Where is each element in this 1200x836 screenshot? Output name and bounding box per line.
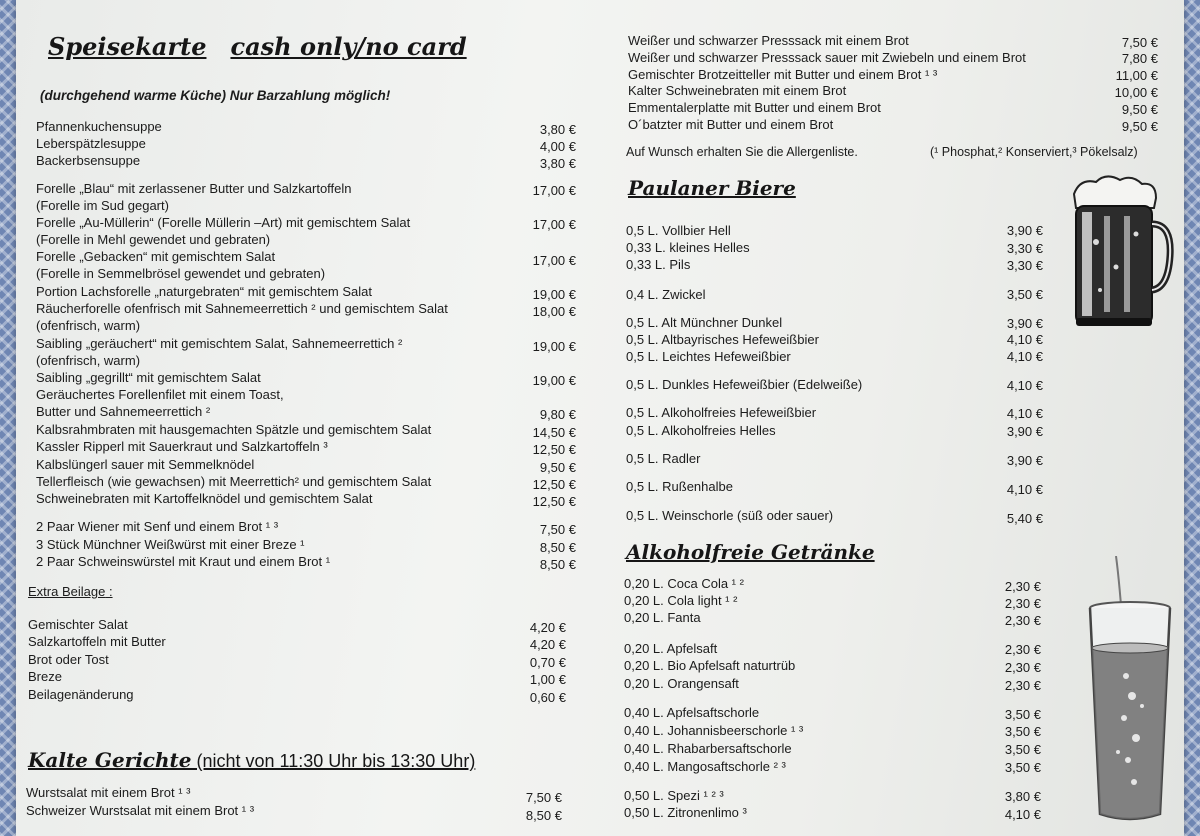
getraenk-item-name: 0,20 L. Bio Apfelsaft naturtrüb (624, 658, 796, 673)
getraenk-item-name: 0,50 L. Spezi ¹ ² ³ (624, 788, 724, 803)
brotzeit-item-price: 7,50 € (1121, 35, 1158, 50)
kalte-gerichte-note: (nicht von 11:30 Uhr bis 13:30 Uhr) (191, 751, 476, 771)
speise-item-price: 19,00 € (532, 373, 576, 388)
getraenk-item-name: 0,20 L. Coca Cola ¹ ² (624, 576, 744, 591)
brotzeit-item-price: 9,50 € (1121, 119, 1158, 134)
speise-item-price: 4,00 € (539, 139, 576, 154)
getraenk-item-price: 3,50 € (1004, 760, 1041, 775)
beilage-item-name: Brot oder Tost (28, 652, 109, 667)
getraenk-item-price: 4,10 € (1004, 807, 1041, 822)
speise-item-price: 8,50 € (539, 540, 576, 555)
brotzeit-item-name: Kalter Schweinebraten mit einem Brot (628, 83, 847, 98)
extra-beilage-heading (28, 584, 113, 599)
bier-item-name: 0,5 L. Alt Münchner Dunkel (626, 315, 783, 330)
speise-item-name: 2 Paar Wiener mit Senf und einem Brot ¹ ³ (36, 519, 279, 534)
getraenk-item-name: 0,40 L. Rhabarbersaftschorle (624, 741, 792, 756)
brotzeit-item-name: Gemischter Brotzeitteller mit Butter und einem Brot ¹ ³ (628, 67, 938, 82)
speise-item-name: 3 Stück Münchner Weißwürst mit einer Breze ¹ (36, 537, 305, 552)
beilage-item-price: 0,60 € (529, 690, 566, 705)
getraenk-item-name: 0,20 L. Cola light ¹ ² (624, 593, 738, 608)
getraenk-item-price: 2,30 € (1004, 660, 1041, 675)
bier-item-price: 4,10 € (1006, 378, 1043, 393)
speise-item-name: Tellerfleisch (wie gewachsen) mit Meerrettich² und gemischtem Salat (36, 474, 432, 489)
kalte-gerichte-label: Kalte Gerichte (28, 748, 192, 772)
speise-item-price: 8,50 € (539, 557, 576, 572)
getraenk-item-price: 2,30 € (1004, 678, 1041, 693)
alkoholfrei-heading: Alkoholfreie Getränke (626, 540, 875, 564)
bier-item-price: 3,90 € (1006, 316, 1043, 331)
speise-item-name: Geräuchertes Forellenfilet mit einem Toast, (36, 387, 284, 402)
getraenk-item-name: 0,20 L. Orangensaft (624, 676, 739, 691)
beilage-item-price: 1,00 € (529, 672, 566, 687)
speise-item-name: Butter und Sahnemeerrettich ² (36, 404, 211, 419)
speise-item-name: (Forelle im Sud gegart) (36, 198, 169, 213)
speise-item-name: Saibling „geräuchert“ mit gemischtem Salat, Sahnemeerrettich ² (36, 336, 403, 351)
getraenk-item-price: 2,30 € (1004, 613, 1041, 628)
bier-item-price: 4,10 € (1006, 349, 1043, 364)
kalte-item-price: 8,50 € (525, 808, 562, 823)
speise-item-name: (ofenfrisch, warm) (36, 353, 141, 368)
bier-item-price: 3,90 € (1006, 424, 1043, 439)
speise-item-price: 12,50 € (532, 494, 576, 509)
getraenk-item-name: 0,20 L. Fanta (624, 610, 701, 625)
speise-item-price: 17,00 € (532, 217, 576, 232)
speise-item-name: Kalbslüngerl sauer mit Semmelknödel (36, 457, 255, 472)
getraenk-item-price: 3,80 € (1004, 789, 1041, 804)
brotzeit-item-name: Emmentalerplatte mit Butter und einem Brot (628, 100, 881, 115)
bier-item-price: 3,90 € (1006, 223, 1043, 238)
bier-item-name: 0,33 L. kleines Helles (626, 240, 750, 255)
bier-item-name: 0,5 L. Rußenhalbe (626, 479, 733, 494)
speise-item-price: 9,80 € (539, 407, 576, 422)
bier-item-price: 3,30 € (1006, 241, 1043, 256)
getraenk-item-price: 3,50 € (1004, 707, 1041, 722)
brotzeit-item-price: 11,00 € (1115, 68, 1158, 83)
speise-item-price: 12,50 € (532, 477, 576, 492)
speise-item-name: Forelle „Gebacken“ mit gemischtem Salat (36, 249, 276, 264)
brotzeit-item-price: 9,50 € (1121, 102, 1158, 117)
getraenk-item-name: 0,40 L. Mangosaftschorle ² ³ (624, 759, 786, 774)
getraenk-item-name: 0,40 L. Apfelsaftschorle (624, 705, 760, 720)
brotzeit-item-name: Weißer und schwarzer Presssack mit einem Brot (628, 33, 909, 48)
speise-item-name: Portion Lachsforelle „naturgebraten“ mit gemischtem Salat (36, 284, 372, 299)
beilage-item-price: 0,70 € (529, 655, 566, 670)
bier-item-name: 0,33 L. Pils (626, 257, 691, 272)
speise-item-name: Backerbsensuppe (36, 153, 141, 168)
getraenk-item-price: 3,50 € (1004, 724, 1041, 739)
kalte-gerichte-heading (28, 748, 475, 772)
bier-item-name: 0,5 L. Dunkles Hefeweißbier (Edelweiße) (626, 377, 863, 392)
kalte-item-name: Schweizer Wurstsalat mit einem Brot ¹ ³ (26, 803, 255, 818)
extra-beilage-label: Extra Beilage (28, 584, 106, 599)
getraenk-item-name: 0,20 L. Apfelsaft (624, 641, 718, 656)
extra-beilage-colon: : (105, 584, 113, 599)
speise-item-price: 7,50 € (539, 522, 576, 537)
getraenk-item-name: 0,40 L. Johannisbeerschorle ¹ ³ (624, 723, 804, 738)
bier-item-name: 0,5 L. Radler (626, 451, 701, 466)
speise-item-name: Pfannenkuchensuppe (36, 119, 162, 134)
speise-item-price: 17,00 € (532, 253, 576, 268)
beilage-item-name: Beilagenänderung (28, 687, 134, 702)
speise-item-price: 3,80 € (539, 122, 576, 137)
paulaner-heading: Paulaner Biere (628, 176, 796, 200)
speise-item-name: Schweinebraten mit Kartoffelknödel und gemischtem Salat (36, 491, 373, 506)
bier-item-name: 0,4 L. Zwickel (626, 287, 706, 302)
bier-item-name: 0,5 L. Vollbier Hell (626, 223, 731, 238)
bier-item-price: 4,10 € (1006, 482, 1043, 497)
speise-item-name: Saibling „gegrillt“ mit gemischtem Salat (36, 370, 261, 385)
bier-item-price: 4,10 € (1006, 406, 1043, 421)
getraenk-item-price: 2,30 € (1004, 596, 1041, 611)
speise-item-price: 19,00 € (532, 287, 576, 302)
bier-item-price: 3,90 € (1006, 453, 1043, 468)
kalte-item-name: Wurstsalat mit einem Brot ¹ ³ (26, 785, 191, 800)
speise-item-name: Räucherforelle ofenfrisch mit Sahnemeerrettich ² und gemischtem Salat (36, 301, 448, 316)
bier-item-name: 0,5 L. Weinschorle (süß oder sauer) (626, 508, 834, 523)
speise-item-name: (Forelle in Semmelbrösel gewendet und gebraten) (36, 266, 326, 281)
brotzeit-item-price: 7,80 € (1121, 51, 1158, 66)
allergen-legend: (¹ Phosphat,² Konserviert,³ Pökelsalz) (930, 145, 1138, 159)
speise-item-name: Forelle „Blau“ mit zerlassener Butter und Salzkartoffeln (36, 181, 352, 196)
getraenk-item-price: 2,30 € (1004, 642, 1041, 657)
kalte-item-price: 7,50 € (525, 790, 562, 805)
speise-item-price: 17,00 € (532, 183, 576, 198)
bier-item-name: 0,5 L. Alkoholfreies Helles (626, 423, 776, 438)
bier-item-price: 3,30 € (1006, 258, 1043, 273)
speise-item-price: 14,50 € (532, 425, 576, 440)
speise-item-price: 19,00 € (532, 339, 576, 354)
brotzeit-item-price: 10,00 € (1114, 85, 1158, 100)
beilage-item-name: Salzkartoffeln mit Butter (28, 634, 166, 649)
beer-mug-icon (1066, 172, 1174, 334)
speise-item-name: (ofenfrisch, warm) (36, 318, 141, 333)
beilage-item-price: 4,20 € (529, 637, 566, 652)
allergen-note: Auf Wunsch erhalten Sie die Allergenliste. (626, 145, 858, 159)
subtitle: (durchgehend warme Küche) Nur Barzahlung möglich! (40, 88, 391, 103)
bier-item-price: 5,40 € (1006, 511, 1043, 526)
bier-item-price: 4,10 € (1006, 332, 1043, 347)
speise-item-price: 12,50 € (532, 442, 576, 457)
bier-item-name: 0,5 L. Alkoholfreies Hefeweißbier (626, 405, 817, 420)
getraenk-item-name: 0,50 L. Zitronenlimo ³ (624, 805, 747, 820)
brotzeit-item-name: Weißer und schwarzer Presssack sauer mit Zwiebeln und einem Brot (628, 50, 1026, 65)
water-glass-icon (1086, 556, 1174, 826)
brotzeit-item-name: O´batzter mit Butter und einem Brot (628, 117, 834, 132)
bier-item-name: 0,5 L. Leichtes Hefeweißbier (626, 349, 791, 364)
beilage-item-name: Breze (28, 669, 62, 684)
title-cash-only: cash only/no card (230, 32, 467, 61)
getraenk-item-price: 2,30 € (1004, 579, 1041, 594)
beilage-item-price: 4,20 € (529, 620, 566, 635)
getraenk-item-price: 3,50 € (1004, 742, 1041, 757)
menu-title (48, 32, 467, 61)
beilage-item-name: Gemischter Salat (28, 617, 128, 632)
speise-item-name: Forelle „Au-Müllerin“ (Forelle Müllerin –Art) mit gemischtem Salat (36, 215, 411, 230)
title-speisekarte: Speisekarte (48, 32, 207, 61)
speise-item-price: 3,80 € (539, 156, 576, 171)
speise-item-price: 18,00 € (532, 304, 576, 319)
speise-item-name: Kassler Ripperl mit Sauerkraut und Salzkartoffeln ³ (36, 439, 328, 454)
bier-item-price: 3,50 € (1006, 287, 1043, 302)
speise-item-price: 9,50 € (539, 460, 576, 475)
speise-item-name: (Forelle in Mehl gewendet und gebraten) (36, 232, 271, 247)
speise-item-name: Leberspätzlesuppe (36, 136, 146, 151)
speise-item-name: 2 Paar Schweinswürstel mit Kraut und einem Brot ¹ (36, 554, 331, 569)
speise-item-name: Kalbsrahmbraten mit hausgemachten Spätzle und gemischtem Salat (36, 422, 432, 437)
bier-item-name: 0,5 L. Altbayrisches Hefeweißbier (626, 332, 819, 347)
